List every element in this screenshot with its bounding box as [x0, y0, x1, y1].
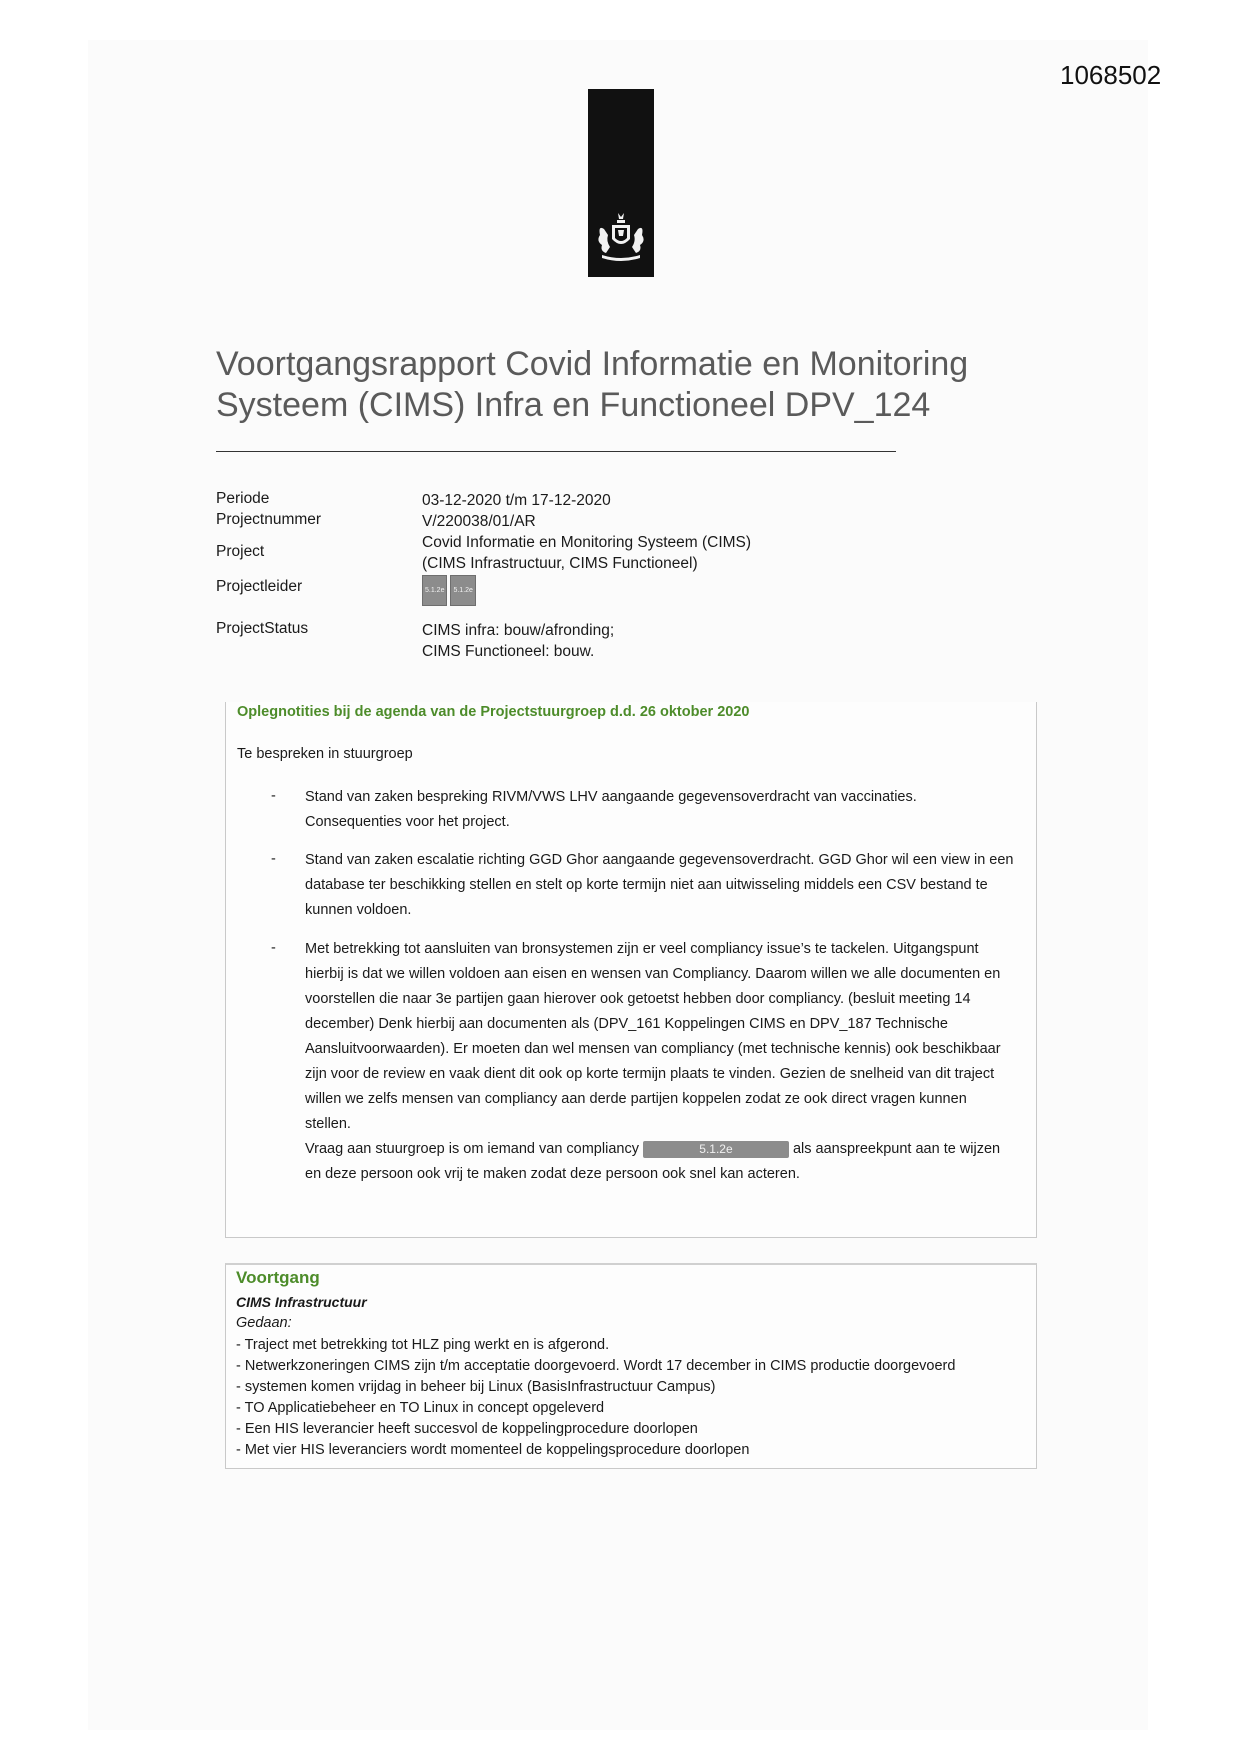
request-text-before: Vraag aan stuurgroep is om iemand van compliancy	[305, 1141, 639, 1157]
projectnummer-value: V/220038/01/AR	[422, 513, 536, 530]
project-value-line1: Covid Informatie en Monitoring Systeem (CIMS)	[422, 534, 752, 551]
rijksoverheid-logo-bar	[588, 89, 654, 277]
status-value	[422, 620, 614, 662]
bullet-line: december) Denk hierbij aan documenten als (DPV_161 Koppelingen CIMS en DPV_187 Technische	[305, 1016, 948, 1032]
list-item: - Traject met betrekking tot HLZ ping werkt en is afgerond.	[236, 1337, 610, 1353]
crest-icon	[592, 211, 650, 263]
page-title: Voortgangsrapport Covid Informatie en Monitoring Systeem (CIMS) Infra en Functioneel DPV_124	[216, 345, 969, 424]
bullet-line: voorstellen die naar 3e partijen gaan hierover ook getoetst hebben door compliancy. (besluit meeting 14	[305, 991, 971, 1007]
list-item: - Een HIS leverancier heeft succesvol de koppelingprocedure doorlopen	[236, 1421, 698, 1437]
bullet-marker: -	[271, 788, 276, 804]
periode-label: Periode	[216, 490, 270, 507]
bullet-line: Stand van zaken escalatie richting GGD Ghor aangaande gegevensoverdracht. GGD Ghor wil een view in een	[305, 852, 1014, 868]
project-value-line2: (CIMS Infrastructuur, CIMS Functioneel)	[422, 555, 698, 572]
bullet-line: Aansluitvoorwaarden). Er moeten dan wel mensen van compliancy (met technische kennis) ook beschikbaar	[305, 1041, 1001, 1057]
request-line	[305, 1141, 1000, 1157]
done-label: Gedaan:	[236, 1315, 292, 1331]
periode-value: 03-12-2020 t/m 17-12-2020	[422, 492, 611, 509]
bullet-marker: -	[271, 940, 276, 956]
agenda-bullet-3	[305, 937, 1017, 1187]
redaction-box: 5.1.2e	[422, 575, 447, 606]
bullet-line: Consequenties voor het project.	[305, 814, 510, 830]
agenda-notes-box	[225, 702, 1037, 1238]
agenda-intro: Te bespreken in stuurgroep	[237, 746, 413, 762]
progress-list	[236, 1335, 1026, 1461]
bullet-line: database ter beschikking stellen en stelt op korte termijn niet aan uitwisseling middels een CSV bestand te	[305, 877, 988, 893]
projectleider-value	[422, 575, 479, 606]
progress-box	[225, 1263, 1037, 1469]
request-text-after: als aanspreekpunt aan te wijzen	[792, 1141, 1001, 1157]
request-line-2: en deze persoon ook vrij te maken zodat deze persoon ook snel kan acteren.	[305, 1166, 800, 1182]
bullet-line: stellen.	[305, 1116, 351, 1132]
project-value	[422, 532, 751, 574]
status-line1: CIMS infra: bouw/afronding;	[422, 622, 615, 639]
projectnummer-label: Projectnummer	[216, 511, 322, 528]
document-number: 1068502	[1060, 60, 1162, 90]
list-item: - systemen komen vrijdag in beheer bij Linux (BasisInfrastructuur Campus)	[236, 1379, 716, 1395]
bullet-line: willen we zelfs mensen van compliancy aan derde partijen koppelen zodat ze ook direct vragen kunnen	[305, 1091, 967, 1107]
agenda-bullet-2	[305, 848, 1017, 923]
agenda-bullet-1	[305, 785, 1017, 835]
status-label: ProjectStatus	[216, 620, 309, 637]
bullet-line: Met betrekking tot aansluiten van bronsystemen zijn er veel compliancy issue’s te tackelen. Uitgangspunt	[305, 941, 979, 957]
list-item: - Met vier HIS leveranciers wordt momenteel de koppelingsprocedure doorlopen	[236, 1442, 750, 1458]
bullet-marker: -	[271, 851, 276, 867]
progress-heading: Voortgang	[236, 1268, 320, 1287]
projectleider-label: Projectleider	[216, 578, 303, 595]
bullet-line: zijn voor de review en vaak dient dit ook op korte termijn plaats te vinden. Gezien de snelheid van dit traject	[305, 1066, 995, 1082]
list-item: - TO Applicatiebeheer en TO Linux in concept opgeleverd	[236, 1400, 605, 1416]
progress-subheading: CIMS Infrastructuur	[236, 1294, 367, 1310]
bullet-line: Stand van zaken bespreking RIVM/VWS LHV aangaande gegevensoverdracht van vaccinaties.	[305, 789, 917, 805]
agenda-heading: Oplegnotities bij de agenda van de Projectstuurgroep d.d. 26 oktober 2020	[237, 704, 750, 720]
status-line2: CIMS Functioneel: bouw.	[422, 643, 595, 660]
project-label: Project	[216, 543, 265, 560]
bullet-line: kunnen voldoen.	[305, 902, 412, 918]
title-divider	[216, 451, 896, 452]
list-item: - Netwerkzoneringen CIMS zijn t/m acceptatie doorgevoerd. Wordt 17 december in CIMS productie doorgevoerd	[236, 1358, 956, 1374]
redaction-box: 5.1.2e	[643, 1141, 789, 1158]
redaction-box: 5.1.2e	[450, 575, 475, 606]
bullet-line: hierbij is dat we willen voldoen aan eisen en wensen van Compliancy. Daarom willen we alle documenten en	[305, 966, 1001, 982]
